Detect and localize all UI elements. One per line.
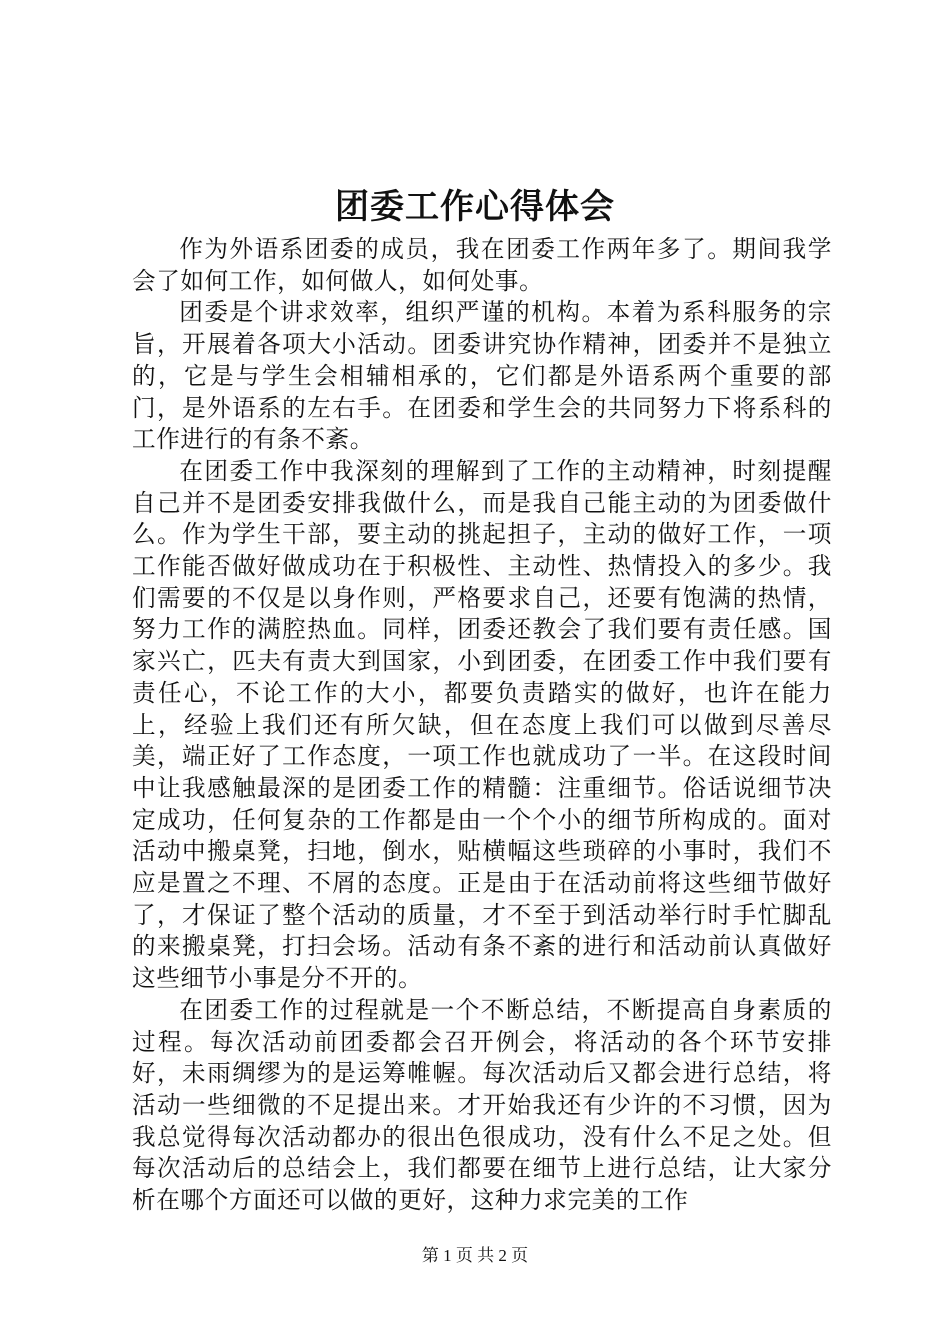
paragraph-3: 在团委工作中我深刻的理解到了工作的主动精神，时刻提醒自己并不是团委安排我做什么，而是我自己能主动的为团委做什么。作为学生干部，要主动的挑起担子，主动的做好工作，一项工作能否做好做成功在于积极性、主动性、热情投入的多少。我们需要的不仅是以身作则，严格要求自己，还要有饱满的热情，努力工作的满腔热血。同样，团委还教会了我们要有责任感。国家兴亡，匹夫有责大到国家，小到团委，在团委工作中我们要有责任心，不论工作的大小，都要负责踏实的做好，也许在能力上，经验上我们还有所欠缺，但在态度上我们可以做到尽善尽美，端正好了工作态度，一项工作也就成功了一半。在这段时间中让我感触最深的是团委工作的精髓：注重细节。俗话说细节决定成功，任何复杂的工作都是由一个个小的细节所构成的。面对活动中搬桌凳，扫地，倒水，贴横幅这些琐碎的小事时，我们不应是置之不理、不屑的态度。正是由于在活动前将这些细节做好了，才保证了整个活动的质量，才不至于到活动举行时手忙脚乱的来搬桌凳，打扫会场。活动有条不紊的进行和活动前认真做好这些细节小事是分不开的。 bbox=[132, 456, 832, 993]
page-footer: 第 1 页 共 2 页 bbox=[421, 1246, 529, 1265]
paragraph-2: 团委是个讲求效率，组织严谨的机构。本着为系科服务的宗旨，开展着各项大小活动。团委讲究协作精神，团委并不是独立的，它是与学生会相辅相承的，它们都是外语系两个重要的部门，是外语系的左右手。在团委和学生会的共同努力下将系科的工作进行的有条不紊。 bbox=[132, 298, 832, 454]
paragraph-1: 作为外语系团委的成员，我在团委工作两年多了。期间我学会了如何工作，如何做人，如何处事。 bbox=[132, 235, 832, 295]
document-body bbox=[132, 234, 832, 1217]
document-title: 团委工作心得体会 bbox=[335, 187, 615, 227]
paragraph-4: 在团委工作的过程就是一个不断总结，不断提高自身素质的过程。每次活动前团委都会召开例会，将活动的各个环节安排好，未雨绸缪为的是运筹帷幄。每次活动后又都会进行总结，将活动一些细微的不足提出来。才开始我还有少许的不习惯，因为我总觉得每次活动都办的很出色很成功，没有什么不足之处。但每次活动后的总结会上，我们都要在细节上进行总结，让大家分析在哪个方面还可以做的更好，这种力求完美的工作 bbox=[132, 995, 832, 1215]
